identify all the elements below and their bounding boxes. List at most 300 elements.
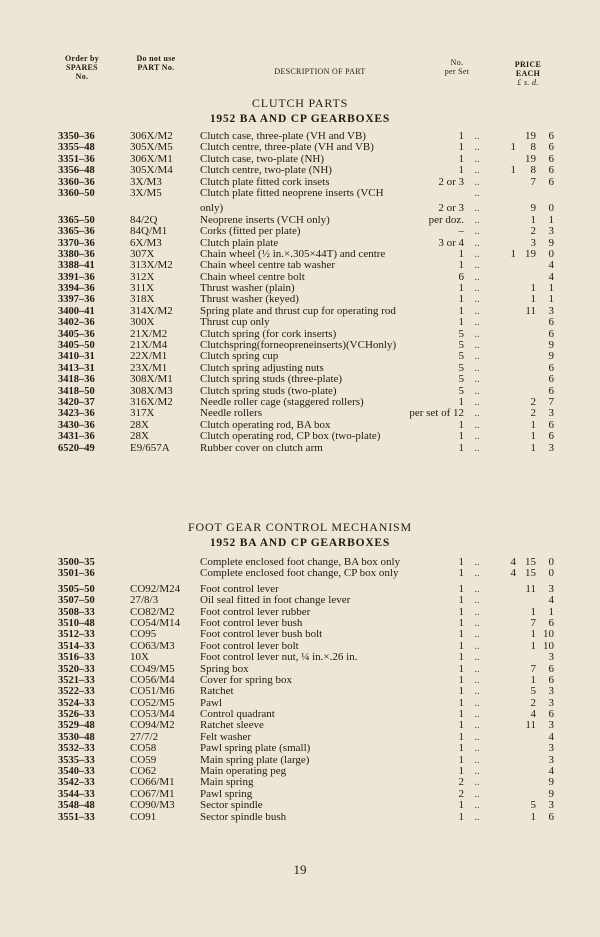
column-leader: .. (474, 259, 480, 272)
price-pence: 3 (548, 225, 554, 238)
quantity-per-set: 1 (458, 696, 464, 709)
price-pounds: 4 (510, 556, 516, 568)
spares-order-number: 3529–48 (58, 720, 95, 732)
part-description: only) (200, 203, 224, 215)
part-description: Main spring (200, 777, 254, 789)
table-row (0, 664, 600, 675)
price-shillings: 2 (530, 407, 536, 420)
spares-order-number: 3514–33 (58, 640, 95, 652)
table-row (0, 294, 600, 305)
old-part-number: CO95 (130, 628, 157, 641)
column-leader: .. (474, 384, 480, 397)
column-leader: .. (474, 407, 480, 420)
table-row (0, 443, 600, 454)
price-pence: 0 (548, 247, 554, 260)
part-description: Clutch case, two-plate (NH) (200, 153, 325, 165)
table-row (0, 238, 600, 249)
quantity-per-set: 1 (458, 708, 464, 721)
spares-order-number: 3540–33 (58, 766, 95, 778)
old-part-number: E9/657A (130, 441, 170, 454)
old-part-number: 6X/M3 (130, 236, 162, 249)
spares-order-number: 3391–36 (58, 271, 95, 283)
price-header (496, 60, 560, 87)
table-row (0, 215, 600, 226)
table-row (0, 789, 600, 800)
price-pence: 3 (548, 799, 554, 812)
quantity-per-set: 5 (458, 384, 464, 397)
quantity-per-set: 1 (458, 316, 464, 329)
quantity-per-set: 1 (458, 651, 464, 664)
quantity-per-set: 1 (458, 293, 464, 306)
old-part-number: CO53/M4 (130, 708, 175, 721)
table-row (0, 732, 600, 743)
column-leader: .. (474, 730, 480, 743)
header-part-no: PART No. (137, 63, 175, 72)
quantity-per-set: 1 (458, 567, 464, 580)
spares-order-number: 3402–36 (58, 317, 95, 329)
part-description: Thrust cup only (200, 317, 270, 329)
column-leader: .. (474, 594, 480, 607)
table-row (0, 260, 600, 271)
price-pence: 1 (548, 293, 554, 306)
price-pence: 9 (548, 236, 554, 249)
column-leader: .. (474, 141, 480, 154)
quantity-per-set: per set of 12 (409, 407, 464, 420)
spares-order-number: 3530–48 (58, 731, 95, 743)
price-pence: 3 (548, 304, 554, 317)
price-shillings: 1 (530, 673, 536, 686)
quantity-per-set: 1 (458, 730, 464, 743)
price-pence: 6 (548, 373, 554, 386)
price-shillings: 7 (530, 662, 536, 675)
part-description: Needle rollers (200, 408, 262, 420)
spares-order-number: 3360–50 (58, 187, 95, 199)
old-part-number: 312X (130, 270, 155, 283)
price-shillings: 1 (530, 639, 536, 652)
part-description: Chain wheel centre tab washer (200, 260, 335, 272)
spares-order-number: 3522–33 (58, 686, 95, 698)
part-description: Complete enclosed foot change, BA box only (200, 557, 401, 568)
spares-order-number: 3500–35 (58, 557, 95, 568)
price-shillings: 4 (530, 708, 536, 721)
quantity-per-set: 1 (458, 282, 464, 295)
spares-order-number: 3388–41 (58, 260, 95, 272)
old-part-number: 314X/M2 (130, 304, 173, 317)
price-pence: 6 (548, 316, 554, 329)
part-description: Foot control lever nut, ¼ in.×.26 in. (200, 652, 358, 664)
part-description: Thrust washer (keyed) (200, 294, 299, 306)
quantity-per-set: 1 (458, 685, 464, 698)
column-leader: .. (474, 430, 480, 443)
part-description: Clutchspring(forneopreneinserts)(VCHonly) (200, 340, 397, 352)
price-shillings: 3 (530, 236, 536, 249)
spares-order-number: 3544–33 (58, 788, 95, 800)
clutch-title: CLUTCH PARTS (251, 96, 349, 110)
part-description: Clutch plain plate (200, 237, 279, 249)
old-part-number: CO82/M2 (130, 605, 175, 618)
old-part-number: 84/2Q (130, 213, 158, 226)
column-leader: .. (474, 361, 480, 374)
price-pence: 4 (548, 765, 554, 778)
table-row (0, 408, 600, 419)
quantity-per-set: 2 (458, 787, 464, 800)
spares-order-number: 3551–33 (58, 811, 95, 823)
column-leader: .. (474, 799, 480, 812)
quantity-per-set: 5 (458, 361, 464, 374)
price-pence: 3 (548, 441, 554, 454)
price-pence: 3 (548, 582, 554, 595)
old-part-number: CO51/M6 (130, 685, 175, 698)
price-pence: 10 (543, 639, 554, 652)
column-leader: .. (474, 765, 480, 778)
part-description: Ratchet (200, 686, 234, 698)
header-no: No. (75, 72, 89, 81)
price-pence: 6 (548, 164, 554, 177)
table-row (0, 283, 600, 294)
old-part-number: 3X/M3 (130, 175, 162, 188)
price-shillings: 2 (530, 696, 536, 709)
spares-order-number: 3365–50 (58, 214, 95, 226)
table-row (0, 329, 600, 340)
spares-order-number: 3405–36 (58, 328, 95, 340)
spares-order-number: 3512–33 (58, 629, 95, 641)
old-part-number: 305X/M5 (130, 141, 173, 154)
old-part-number: CO54/M14 (130, 616, 181, 629)
part-description: Clutch spring (for cork inserts) (200, 328, 337, 340)
spares-order-number: 3400–41 (58, 305, 95, 317)
price-pence: 3 (548, 685, 554, 698)
spares-order-number: 3507–50 (58, 595, 95, 607)
table-row (0, 249, 600, 260)
price-pence: 4 (548, 594, 554, 607)
spares-order-number: 3394–36 (58, 283, 95, 295)
spares-order-number: 3526–33 (58, 709, 95, 721)
column-leader: .. (474, 350, 480, 363)
part-description: Clutch spring adjusting nuts (200, 362, 324, 374)
column-leader: .. (474, 810, 480, 823)
column-leader: .. (474, 152, 480, 165)
old-part-number: 316X/M2 (130, 395, 173, 408)
spares-order-number: 3413–31 (58, 362, 95, 374)
quantity-per-set: 5 (458, 339, 464, 352)
price-pence: 3 (548, 651, 554, 664)
table-row (0, 675, 600, 686)
spares-order-number: 3535–33 (58, 754, 95, 766)
spares-order-number: 3524–33 (58, 697, 95, 709)
old-part-number: CO63/M3 (130, 639, 175, 652)
price-pence: 6 (548, 384, 554, 397)
quantity-per-set: 1 (458, 130, 464, 142)
part-description: Foot control lever (200, 583, 279, 595)
price-pence: 0 (548, 556, 554, 568)
quantity-per-set: 5 (458, 327, 464, 340)
part-description: Ratchet sleeve (200, 720, 264, 732)
spares-order-number: 3365–36 (58, 226, 95, 238)
spares-order-number: 3505–50 (58, 583, 95, 595)
price-pence: 0 (548, 202, 554, 215)
table-row (0, 812, 600, 823)
old-part-number: 3X/M5 (130, 186, 162, 199)
old-part-number: 21X/M2 (130, 327, 168, 340)
quantity-per-set: 1 (458, 662, 464, 675)
old-part-number: 27/8/3 (130, 594, 159, 607)
price-shillings: 2 (530, 225, 536, 238)
price-shillings: 1 (530, 441, 536, 454)
old-part-number: 27/7/2 (130, 730, 159, 743)
table-row (0, 568, 600, 579)
quantity-per-set: 2 (458, 776, 464, 789)
quantity-per-set: 1 (458, 765, 464, 778)
price-shillings: 1 (530, 213, 536, 226)
part-description: Control quadrant (200, 709, 275, 721)
column-leader: .. (474, 225, 480, 238)
part-description: Foot control lever rubber (200, 606, 311, 618)
old-part-number: CO52/M5 (130, 696, 175, 709)
price-pounds: 4 (510, 567, 516, 580)
table-row (0, 766, 600, 777)
price-shillings: 1 (530, 810, 536, 823)
price-pence: 6 (548, 175, 554, 188)
old-part-number: 306X/M2 (130, 130, 173, 142)
quantity-per-set: 6 (458, 270, 464, 283)
price-shillings: 11 (525, 304, 536, 317)
price-shillings: 8 (530, 141, 536, 154)
column-leader: .. (474, 787, 480, 800)
price-shillings: 11 (525, 719, 536, 732)
price-shillings: 5 (530, 685, 536, 698)
column-leader: .. (474, 339, 480, 352)
quantity-per-set: 1 (458, 810, 464, 823)
quantity-per-set: 1 (458, 259, 464, 272)
price-pence: 10 (543, 628, 554, 641)
part-description: Pawl spring (200, 788, 253, 800)
column-leader: .. (474, 673, 480, 686)
part-description: Clutch spring cup (200, 351, 279, 363)
column-leader: .. (474, 708, 480, 721)
foot-control-parts-table (0, 557, 600, 823)
spares-order-number: 3548–48 (58, 800, 95, 812)
old-part-number: 22X/M1 (130, 350, 168, 363)
clutch-subtitle: 1952 BA AND CP GEARBOXES (209, 113, 391, 125)
table-row (0, 686, 600, 697)
part-no-header (120, 54, 192, 72)
spares-order-number: 3542–33 (58, 777, 95, 789)
quantity-per-set: 1 (458, 418, 464, 431)
column-leader: .. (474, 582, 480, 595)
spares-order-number: 3423–36 (58, 408, 95, 420)
column-leader: .. (474, 441, 480, 454)
price-shillings: 19 (525, 152, 536, 165)
old-part-number: 307X (130, 247, 155, 260)
old-part-number: 300X (130, 316, 155, 329)
old-part-number: 317X (130, 407, 155, 420)
price-shillings: 19 (525, 130, 536, 142)
table-row (0, 698, 600, 709)
page-number: 19 (293, 862, 307, 877)
price-pence: 1 (548, 605, 554, 618)
quantity-per-set: 2 or 3 (438, 175, 464, 188)
spares-order-number: 3521–33 (58, 674, 95, 686)
quantity-per-set: – (458, 225, 464, 238)
quantity-per-set: 1 (458, 430, 464, 443)
header-spares: SPARES (66, 63, 98, 72)
part-description: Rubber cover on clutch arm (200, 442, 323, 454)
table-row (0, 386, 600, 397)
quantity-per-set: 1 (458, 742, 464, 755)
spares-order-number: 6520–49 (58, 442, 95, 454)
old-part-number: CO62 (130, 765, 157, 778)
foot-subtitle: 1952 BA AND CP GEARBOXES (209, 537, 391, 549)
old-part-number: 10X (130, 651, 149, 664)
old-part-number: CO49/M5 (130, 662, 175, 675)
old-part-number: 308X/M1 (130, 373, 173, 386)
column-leader: .. (474, 685, 480, 698)
spares-order-number: 3410–31 (58, 351, 95, 363)
quantity-per-set: 1 (458, 441, 464, 454)
table-row (0, 629, 600, 640)
column-leader: .. (474, 293, 480, 306)
spares-order-number: 3356–48 (58, 165, 95, 177)
price-shillings: 19 (525, 247, 536, 260)
part-description: Clutch centre, three-plate (VH and VB) (200, 142, 374, 154)
price-pence: 4 (548, 730, 554, 743)
table-row (0, 709, 600, 720)
table-row (0, 431, 600, 442)
price-pence: 6 (548, 662, 554, 675)
column-leader: .. (474, 776, 480, 789)
column-leader: .. (474, 639, 480, 652)
column-leader: .. (474, 418, 480, 431)
part-description: Clutch centre, two-plate (NH) (200, 165, 332, 177)
quantity-per-set: per doz. (428, 213, 464, 226)
old-part-number: 21X/M4 (130, 339, 168, 352)
table-row (0, 203, 600, 214)
price-shillings: 1 (530, 430, 536, 443)
table-row (0, 607, 600, 618)
table-row (0, 720, 600, 731)
table-row (0, 165, 600, 176)
part-description: Main spring plate (large) (200, 754, 310, 766)
price-pence: 4 (548, 270, 554, 283)
header-order-by: Order by (64, 54, 100, 63)
quantity-per-set: 1 (458, 616, 464, 629)
price-pence: 6 (548, 708, 554, 721)
part-description: Oil seal fitted in foot change lever (200, 595, 351, 607)
part-description: Felt washer (200, 731, 252, 743)
spares-order-number: 3520–33 (58, 663, 95, 675)
quantity-per-set: 1 (458, 605, 464, 618)
column-leader: .. (474, 164, 480, 177)
column-leader: .. (474, 213, 480, 226)
spares-order-number: 3351–36 (58, 153, 95, 165)
old-part-number: CO91 (130, 810, 157, 823)
header-price: PRICE (514, 60, 542, 69)
spares-order-number: 3420–37 (58, 396, 95, 408)
table-row (0, 142, 600, 153)
quantity-per-set: 2 or 3 (438, 202, 464, 215)
table-row (0, 743, 600, 754)
column-leader: .. (474, 753, 480, 766)
quantity-per-set: 1 (458, 799, 464, 812)
price-pence: 9 (548, 350, 554, 363)
price-shillings: 1 (530, 282, 536, 295)
price-shillings: 1 (530, 628, 536, 641)
table-row (0, 595, 600, 606)
old-part-number: 28X (130, 418, 149, 431)
price-pence: 9 (548, 339, 554, 352)
quantity-per-set: 1 (458, 582, 464, 595)
column-leader: .. (474, 651, 480, 664)
table-row (0, 317, 600, 328)
price-pence: 6 (548, 673, 554, 686)
price-pounds: 1 (510, 247, 516, 260)
column-leader: .. (474, 304, 480, 317)
column-leader: .. (474, 719, 480, 732)
old-part-number: CO92/M24 (130, 582, 181, 595)
column-leader: .. (474, 316, 480, 329)
quantity-per-set: 1 (458, 594, 464, 607)
part-description: Sector spindle (200, 800, 263, 812)
spares-order-number: 3360–36 (58, 176, 95, 188)
price-pence: 6 (548, 130, 554, 142)
part-description: Clutch spring studs (two-plate) (200, 385, 337, 397)
quantity-per-set: 3 or 4 (438, 236, 464, 249)
part-description: Clutch case, three-plate (VH and VB) (200, 131, 366, 142)
price-pence: 3 (548, 407, 554, 420)
column-leader: .. (474, 662, 480, 675)
table-row (0, 154, 600, 165)
table-row (0, 584, 600, 595)
price-shillings: 1 (530, 418, 536, 431)
per-set-header (432, 58, 482, 76)
table-row (0, 188, 600, 199)
spares-order-number: 3380–36 (58, 248, 95, 260)
table-row (0, 306, 600, 317)
old-part-number: CO94/M2 (130, 719, 175, 732)
order-by-header (52, 54, 112, 81)
column-leader: .. (474, 556, 480, 568)
part-description: Clutch operating rod, BA box (200, 419, 331, 431)
spares-order-number: 3430–36 (58, 419, 95, 431)
spares-order-number: 3397–36 (58, 294, 95, 306)
column-leader: .. (474, 270, 480, 283)
price-shillings: 7 (530, 616, 536, 629)
price-shillings: 7 (530, 175, 536, 188)
price-pence: 3 (548, 753, 554, 766)
header-description: DESCRIPTION OF PART (274, 67, 366, 76)
part-description: Spring plate and thrust cup for operating rod (200, 305, 396, 317)
old-part-number: CO66/M1 (130, 776, 175, 789)
part-description: Needle roller cage (staggered rollers) (200, 396, 364, 408)
foot-title: FOOT GEAR CONTROL MECHANISM (188, 520, 412, 534)
price-pence: 6 (548, 616, 554, 629)
table-row (0, 800, 600, 811)
part-description: Foot control lever bolt (200, 640, 299, 652)
column-leader: .. (474, 130, 480, 142)
part-description: Sector spindle bush (200, 811, 287, 823)
price-pence: 3 (548, 696, 554, 709)
old-part-number: CO67/M1 (130, 787, 175, 800)
price-pence: 0 (548, 567, 554, 580)
table-row (0, 557, 600, 568)
quantity-per-set: 1 (458, 152, 464, 165)
quantity-per-set: 5 (458, 373, 464, 386)
spares-order-number: 3501–36 (58, 568, 95, 580)
spares-order-number: 3431–36 (58, 431, 95, 443)
price-pounds: 1 (510, 141, 516, 154)
part-description: Main operating peg (200, 766, 287, 778)
table-row (0, 641, 600, 652)
